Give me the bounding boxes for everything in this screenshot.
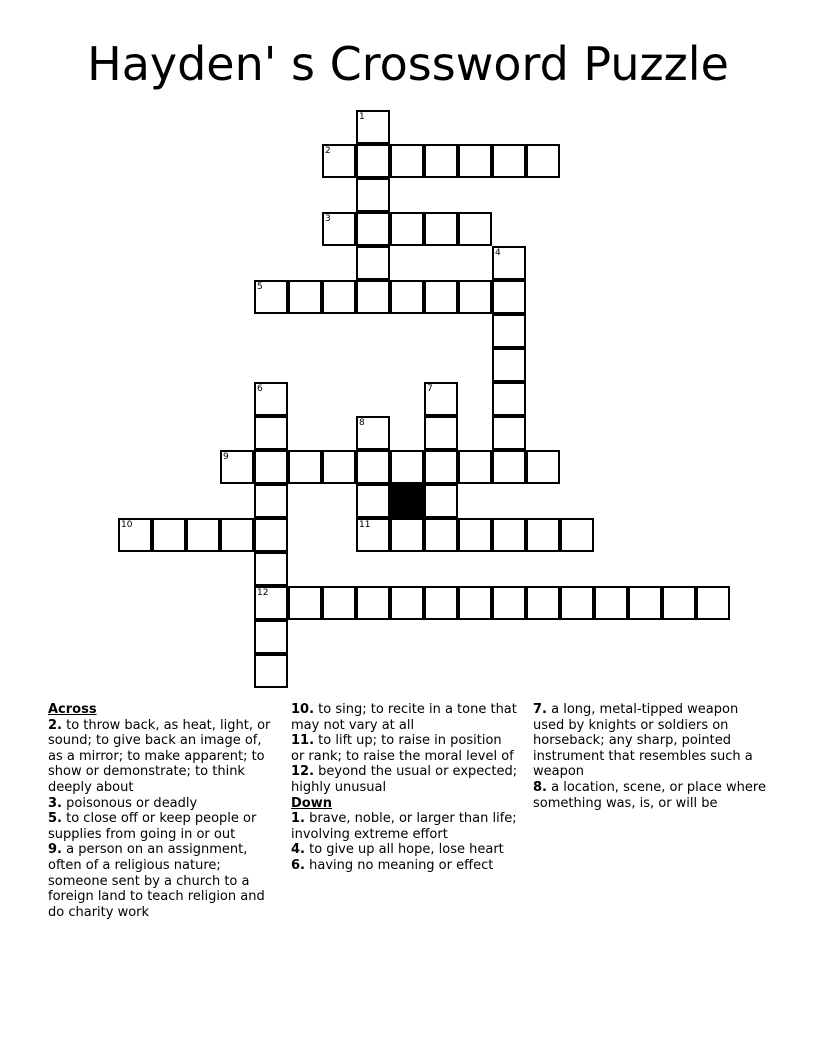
grid-cell[interactable] bbox=[322, 450, 356, 484]
cell-number: 1 bbox=[359, 112, 365, 122]
grid-cell[interactable] bbox=[356, 484, 390, 518]
black-square bbox=[390, 484, 424, 518]
grid-cell[interactable] bbox=[458, 450, 492, 484]
grid-cell[interactable] bbox=[254, 280, 288, 314]
grid-cell[interactable] bbox=[288, 586, 322, 620]
grid-cell[interactable] bbox=[390, 144, 424, 178]
cell-number: 6 bbox=[257, 384, 263, 394]
grid-cell[interactable] bbox=[492, 586, 526, 620]
grid-cell[interactable] bbox=[390, 518, 424, 552]
grid-cell[interactable] bbox=[356, 212, 390, 246]
grid-cell[interactable] bbox=[424, 518, 458, 552]
grid-cell[interactable] bbox=[356, 144, 390, 178]
grid-cell[interactable] bbox=[288, 450, 322, 484]
cell-number: 2 bbox=[325, 146, 331, 156]
across-heading: Across bbox=[48, 702, 97, 717]
grid-cell[interactable] bbox=[458, 586, 492, 620]
grid-cell[interactable] bbox=[458, 280, 492, 314]
grid-cell[interactable] bbox=[458, 144, 492, 178]
down-clue-8: 8. a location, scene, or place where something was, is, or will be bbox=[533, 779, 766, 811]
grid-cell[interactable] bbox=[526, 586, 560, 620]
grid-cell[interactable] bbox=[254, 586, 288, 620]
cell-number: 3 bbox=[325, 214, 331, 224]
grid-cell[interactable] bbox=[492, 348, 526, 382]
grid-cell[interactable] bbox=[254, 654, 288, 688]
cell-number: 10 bbox=[121, 520, 133, 530]
grid-cell[interactable] bbox=[492, 280, 526, 314]
down-clue-4: 4. to give up all hope, lose heart bbox=[291, 842, 504, 858]
down-clue-6: 6. having no meaning or effect bbox=[291, 857, 494, 873]
grid-cell[interactable] bbox=[356, 416, 390, 450]
across-clue-9: 9. a person on an assignment, often of a religious nature; someone sent by a church to a foreign land to teach religion and do charity work bbox=[48, 842, 265, 920]
grid-cell[interactable] bbox=[322, 586, 356, 620]
grid-cell[interactable] bbox=[424, 586, 458, 620]
grid-cell[interactable] bbox=[254, 450, 288, 484]
across-clue-12: 12. beyond the usual or expected; highly unusual bbox=[291, 764, 518, 795]
down-clue-1: 1. brave, noble, or larger than life; involving extreme effort bbox=[291, 811, 517, 842]
clues-column-2 bbox=[291, 702, 519, 874]
grid-cell[interactable] bbox=[322, 280, 356, 314]
cell-number: 12 bbox=[257, 588, 269, 598]
across-clue-11: 11. to lift up; to raise in position or rank; to raise the moral level of bbox=[291, 733, 514, 764]
grid-cell[interactable] bbox=[526, 144, 560, 178]
grid-cell[interactable] bbox=[254, 518, 288, 552]
grid-cell[interactable] bbox=[424, 416, 458, 450]
puzzle-title: Hayden' s Crossword Puzzle bbox=[87, 37, 729, 91]
grid-cell[interactable] bbox=[390, 586, 424, 620]
grid-cell[interactable] bbox=[492, 314, 526, 348]
grid-cell[interactable] bbox=[254, 484, 288, 518]
across-clue-10: 10. to sing; to recite in a tone that may not vary at all bbox=[291, 702, 517, 733]
grid-cell[interactable] bbox=[560, 518, 594, 552]
grid-cell[interactable] bbox=[424, 450, 458, 484]
grid-cell[interactable] bbox=[390, 280, 424, 314]
cell-number: 7 bbox=[427, 384, 433, 394]
grid-cell[interactable] bbox=[356, 586, 390, 620]
grid-cell[interactable] bbox=[526, 518, 560, 552]
grid-cell[interactable] bbox=[322, 144, 356, 178]
grid-cell[interactable] bbox=[492, 382, 526, 416]
grid-cell[interactable] bbox=[288, 280, 322, 314]
grid-cell[interactable] bbox=[254, 382, 288, 416]
across-clue-2: 2. to throw back, as heat, light, or sound; to give back an image of, as a mirror; to make apparent; to show or demonstrate; to think deeply about bbox=[48, 717, 271, 795]
grid-cell[interactable] bbox=[424, 144, 458, 178]
across-clue-5: 5. to close off or keep people or supplies from going in or out bbox=[48, 811, 257, 842]
grid-cell[interactable] bbox=[220, 450, 254, 484]
grid-cell[interactable] bbox=[322, 212, 356, 246]
grid-cell[interactable] bbox=[492, 144, 526, 178]
down-clue-7: 7. a long, metal-tipped weapon used by knights or soldiers on horseback; any sharp, pointed instrument that resembles such a weapon bbox=[533, 702, 753, 780]
grid-cell[interactable] bbox=[458, 518, 492, 552]
grid-cell[interactable] bbox=[696, 586, 730, 620]
cell-number: 8 bbox=[359, 418, 365, 428]
grid-cell[interactable] bbox=[492, 246, 526, 280]
grid-cell[interactable] bbox=[186, 518, 220, 552]
grid-cell[interactable] bbox=[118, 518, 152, 552]
grid-cell[interactable] bbox=[254, 416, 288, 450]
grid-cell[interactable] bbox=[662, 586, 696, 620]
grid-cell[interactable] bbox=[390, 212, 424, 246]
grid-cell[interactable] bbox=[560, 586, 594, 620]
clues-column-3 bbox=[533, 702, 769, 811]
grid-cell[interactable] bbox=[356, 450, 390, 484]
grid-cell[interactable] bbox=[390, 450, 424, 484]
grid-cell[interactable] bbox=[356, 246, 390, 280]
grid-cell[interactable] bbox=[458, 212, 492, 246]
grid-cell[interactable] bbox=[492, 518, 526, 552]
grid-cell[interactable] bbox=[594, 586, 628, 620]
across-clue-3: 3. poisonous or deadly bbox=[48, 795, 198, 811]
grid-cell[interactable] bbox=[492, 450, 526, 484]
grid-cell[interactable] bbox=[356, 518, 390, 552]
clues-column-1 bbox=[48, 702, 276, 920]
cell-number: 11 bbox=[359, 520, 371, 530]
grid-cell[interactable] bbox=[424, 484, 458, 518]
grid-cell[interactable] bbox=[424, 212, 458, 246]
grid-cell[interactable] bbox=[424, 280, 458, 314]
grid-cell[interactable] bbox=[254, 620, 288, 654]
cell-number: 5 bbox=[257, 282, 263, 292]
grid-cell[interactable] bbox=[356, 110, 390, 144]
grid-cell[interactable] bbox=[526, 450, 560, 484]
grid-cell[interactable] bbox=[492, 416, 526, 450]
grid-cell[interactable] bbox=[424, 382, 458, 416]
grid-cell[interactable] bbox=[220, 518, 254, 552]
grid-cell[interactable] bbox=[254, 552, 288, 586]
grid-cell[interactable] bbox=[356, 280, 390, 314]
grid-cell[interactable] bbox=[356, 178, 390, 212]
cell-number: 9 bbox=[223, 452, 229, 462]
down-heading: Down bbox=[291, 795, 332, 811]
grid-cell[interactable] bbox=[628, 586, 662, 620]
grid-cell[interactable] bbox=[152, 518, 186, 552]
cell-number: 4 bbox=[495, 248, 501, 258]
